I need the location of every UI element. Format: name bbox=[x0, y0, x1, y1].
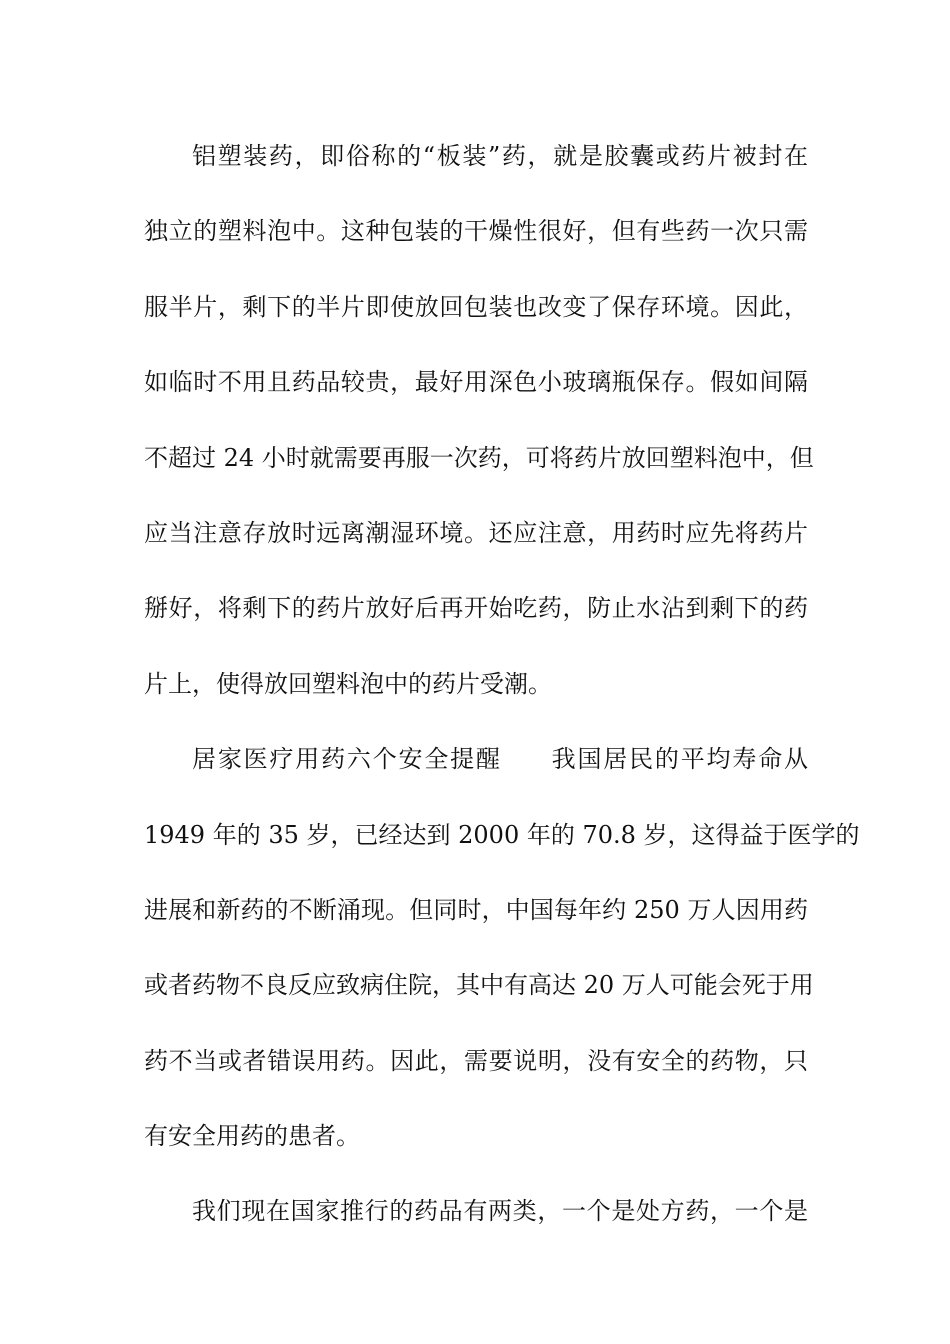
text-line: 有安全用药的患者。 bbox=[144, 1122, 360, 1151]
text-line: 不超过 24 小时就需要再服一次药，可将药片放回塑料泡中，但 bbox=[144, 443, 814, 472]
text-line: 服半片，剩下的半片即使放回包装也改变了保存环境。因此， bbox=[144, 292, 808, 321]
text-line: 1949 年的 35 岁，已经达到 2000 年的 70.8 岁，这得益于医学的 bbox=[144, 820, 860, 849]
text-run: 我国居民的平均寿命从 bbox=[549, 745, 809, 774]
text-line: 药不当或者错误用药。因此，需要说明，没有安全的药物，只 bbox=[144, 1046, 808, 1075]
text-line: 独立的塑料泡中。这种包装的干燥性很好，但有些药一次只需 bbox=[144, 217, 808, 246]
text-line: 如临时不用且药品较贵，最好用深色小玻璃瓶保存。假如间隔 bbox=[144, 368, 808, 397]
text-line: 或者药物不良反应致病住院，其中有高达 20 万人可能会死于用 bbox=[144, 971, 814, 1000]
document-body bbox=[144, 127, 860, 1258]
paragraph-safety-reminders bbox=[144, 730, 860, 1182]
paragraph-blister-pack bbox=[144, 127, 814, 730]
section-heading: 居家医疗用药六个安全提醒 bbox=[192, 745, 502, 774]
text-line: 掰好，将剩下的药片放好后再开始吃药，防止水沾到剩下的药 bbox=[144, 594, 808, 623]
text-line: 铝塑装药，即俗称的“板装”药，就是胶囊或药片被封在 bbox=[192, 142, 808, 170]
text-line: 片上，使得放回塑料泡中的药片受潮。 bbox=[144, 669, 552, 698]
text-line: 应当注意存放时远离潮湿环境。还应注意，用药时应先将药片 bbox=[144, 518, 808, 547]
text-line bbox=[144, 730, 808, 805]
paragraph-drug-categories bbox=[144, 1182, 808, 1257]
text-line: 进展和新药的不断涌现。但同时，中国每年约 250 万人因用药 bbox=[144, 895, 808, 924]
text-line: 我们现在国家推行的药品有两类，一个是处方药，一个是 bbox=[192, 1197, 808, 1226]
